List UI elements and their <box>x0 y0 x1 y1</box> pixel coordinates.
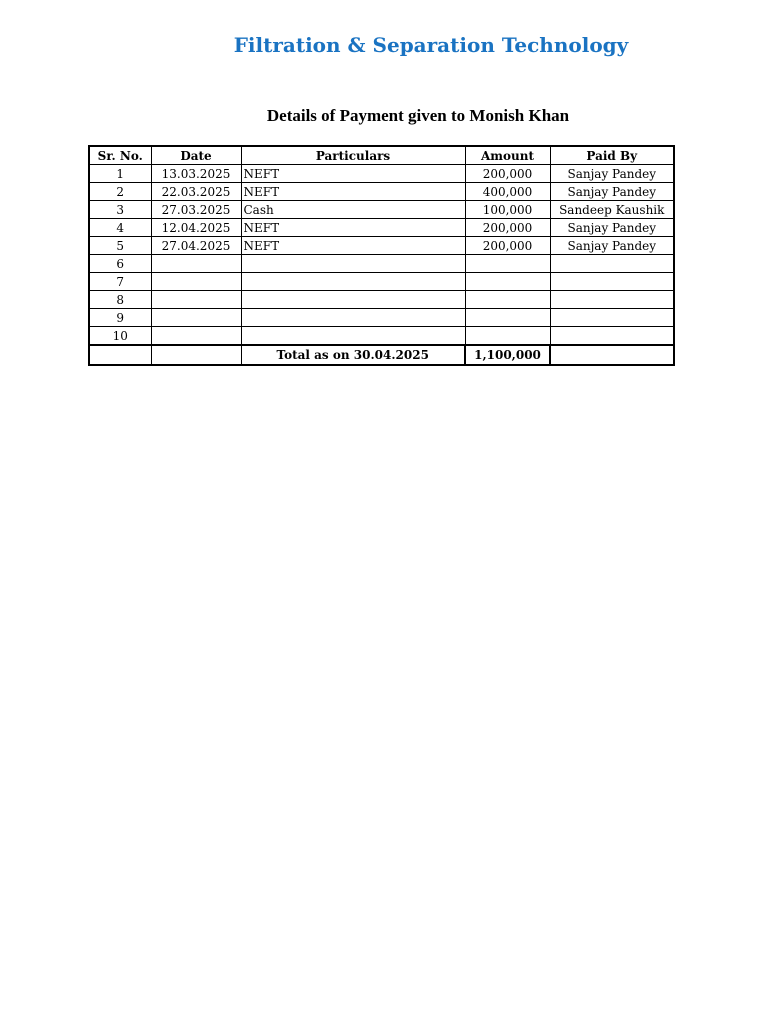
cell-sr-no: 2 <box>89 183 151 201</box>
cell-particulars: NEFT <box>241 183 465 201</box>
cell-paid-by: Sanjay Pandey <box>550 219 674 237</box>
cell-particulars <box>241 273 465 291</box>
cell-date <box>151 273 241 291</box>
total-row <box>89 345 674 365</box>
cell-amount <box>465 309 550 327</box>
cell-paid-by <box>550 273 674 291</box>
cell-paid-by <box>550 327 674 346</box>
cell-paid-by: Sanjay Pandey <box>550 237 674 255</box>
cell-amount <box>465 327 550 346</box>
total-empty-cell <box>550 345 674 365</box>
cell-particulars: NEFT <box>241 219 465 237</box>
cell-sr-no: 7 <box>89 273 151 291</box>
table-row <box>89 165 674 183</box>
column-header-amount: Amount <box>465 146 550 165</box>
cell-paid-by: Sanjay Pandey <box>550 165 674 183</box>
table-row <box>89 291 674 309</box>
cell-sr-no: 5 <box>89 237 151 255</box>
column-header-sr-no: Sr. No. <box>89 146 151 165</box>
cell-amount: 200,000 <box>465 165 550 183</box>
cell-date <box>151 291 241 309</box>
total-amount: 1,100,000 <box>465 345 550 365</box>
cell-sr-no: 8 <box>89 291 151 309</box>
cell-date: 22.03.2025 <box>151 183 241 201</box>
payment-table <box>88 145 675 366</box>
total-label: Total as on 30.04.2025 <box>241 345 465 365</box>
cell-particulars: NEFT <box>241 237 465 255</box>
table-row <box>89 255 674 273</box>
cell-date: 27.04.2025 <box>151 237 241 255</box>
cell-sr-no: 1 <box>89 165 151 183</box>
table-row <box>89 219 674 237</box>
cell-amount: 200,000 <box>465 237 550 255</box>
document-title: Details of Payment given to Monish Khan <box>266 106 570 125</box>
cell-date: 12.04.2025 <box>151 219 241 237</box>
cell-sr-no: 10 <box>89 327 151 346</box>
column-header-particulars: Particulars <box>241 146 465 165</box>
cell-sr-no: 9 <box>89 309 151 327</box>
cell-date <box>151 327 241 346</box>
table-row <box>89 201 674 219</box>
cell-amount <box>465 255 550 273</box>
cell-amount: 200,000 <box>465 219 550 237</box>
cell-particulars <box>241 309 465 327</box>
cell-paid-by: Sandeep Kaushik <box>550 201 674 219</box>
cell-date <box>151 309 241 327</box>
cell-sr-no: 6 <box>89 255 151 273</box>
column-header-date: Date <box>151 146 241 165</box>
cell-sr-no: 3 <box>89 201 151 219</box>
table-row <box>89 273 674 291</box>
cell-date: 27.03.2025 <box>151 201 241 219</box>
cell-amount <box>465 291 550 309</box>
cell-paid-by <box>550 291 674 309</box>
cell-paid-by <box>550 309 674 327</box>
cell-amount: 100,000 <box>465 201 550 219</box>
table-row <box>89 183 674 201</box>
total-empty-cell <box>89 345 151 365</box>
cell-particulars <box>241 255 465 273</box>
cell-sr-no: 4 <box>89 219 151 237</box>
table-row <box>89 237 674 255</box>
cell-particulars <box>241 291 465 309</box>
column-header-paid-by: Paid By <box>550 146 674 165</box>
cell-amount: 400,000 <box>465 183 550 201</box>
cell-particulars: Cash <box>241 201 465 219</box>
total-empty-cell <box>151 345 241 365</box>
cell-date <box>151 255 241 273</box>
cell-paid-by: Sanjay Pandey <box>550 183 674 201</box>
table-header-row <box>89 146 674 165</box>
cell-particulars <box>241 327 465 346</box>
cell-particulars: NEFT <box>241 165 465 183</box>
company-name: Filtration & Separation Technology <box>233 33 629 57</box>
cell-paid-by <box>550 255 674 273</box>
table-row <box>89 309 674 327</box>
table-row <box>89 327 674 346</box>
cell-date: 13.03.2025 <box>151 165 241 183</box>
cell-amount <box>465 273 550 291</box>
